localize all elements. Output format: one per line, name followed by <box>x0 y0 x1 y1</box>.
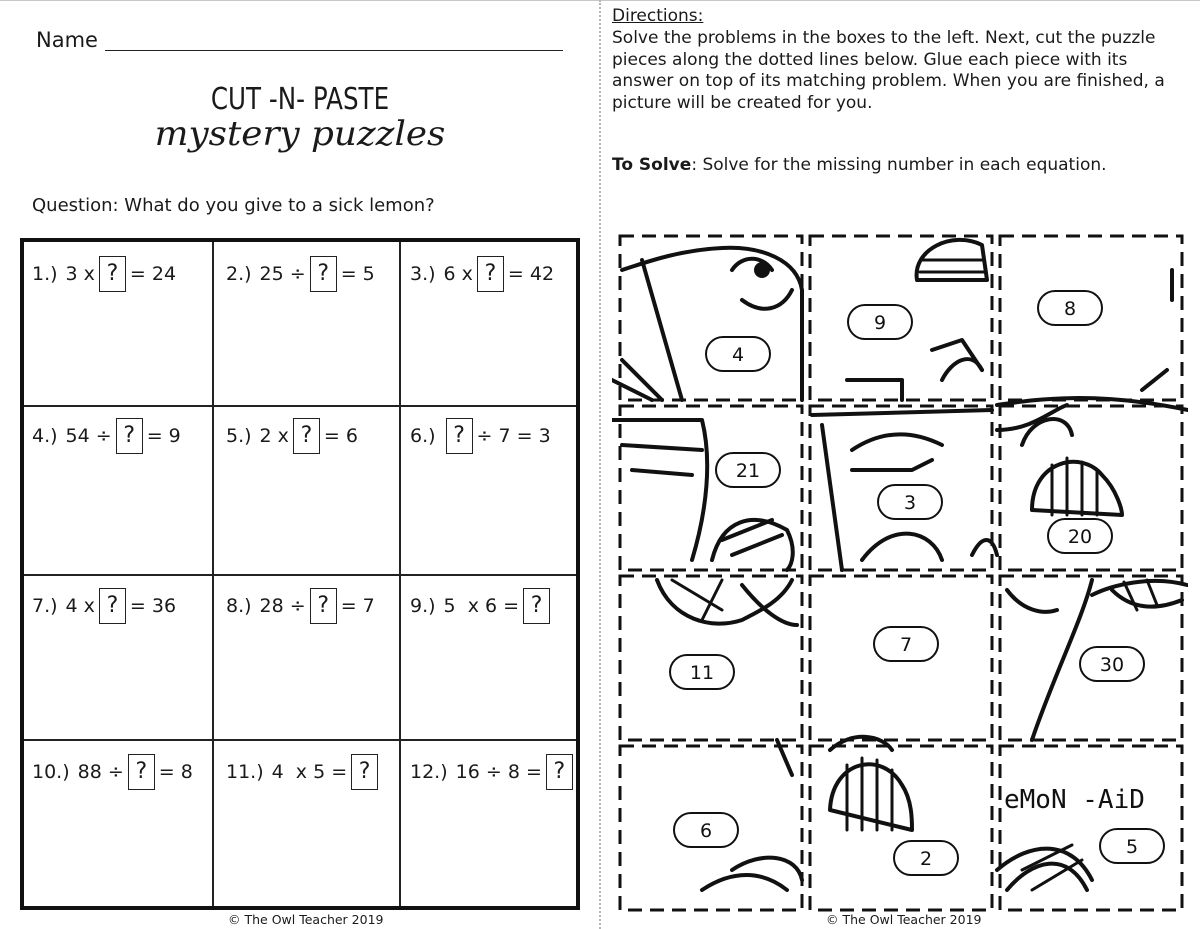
puzzle-piece-4[interactable] <box>716 453 780 487</box>
to-solve-line <box>612 155 1107 175</box>
problem-number: 8.) <box>226 595 252 617</box>
puzzle-piece-11[interactable] <box>894 841 958 875</box>
problem-expression: 54 ÷ <box>65 425 112 447</box>
title-script: mystery puzzles <box>154 114 446 154</box>
answer-label: 3 <box>903 492 917 514</box>
puzzle-piece-9[interactable] <box>1080 647 1144 681</box>
grid-divider <box>24 405 576 407</box>
riddle-question: Question: What do you give to a sick lemon? <box>32 195 435 216</box>
problem-result: = 6 <box>323 425 358 447</box>
problem-result: = 24 <box>129 263 177 285</box>
worksheet-title <box>130 80 470 152</box>
problem-expression: 3 x <box>65 263 95 285</box>
to-solve-text: : Solve for the missing number in each equation. <box>691 155 1107 175</box>
problem-result: = 42 <box>507 263 555 285</box>
problem-5 <box>226 418 358 454</box>
problem-expression: 16 ÷ 8 = <box>455 761 542 783</box>
problem-2 <box>226 256 375 292</box>
problem-expression: 25 ÷ <box>259 263 306 285</box>
answer-box[interactable]: ? <box>293 418 320 454</box>
problem-expression: 2 x <box>259 425 289 447</box>
name-line[interactable] <box>105 50 563 51</box>
problem-1 <box>32 256 176 292</box>
problem-result: ÷ 7 = 3 <box>476 425 551 447</box>
directions-heading: Directions: <box>612 6 704 26</box>
problem-number: 3.) <box>410 263 436 285</box>
answer-box[interactable]: ? <box>446 418 473 454</box>
problem-number: 6.) <box>410 425 436 447</box>
problem-number: 9.) <box>410 595 436 617</box>
answer-box[interactable]: ? <box>477 256 504 292</box>
problem-7 <box>32 588 176 624</box>
problem-result: = 8 <box>158 761 193 783</box>
answer-label: 2 <box>919 848 933 870</box>
answer-box[interactable]: ? <box>351 754 378 790</box>
answer-box[interactable]: ? <box>128 754 155 790</box>
problem-12 <box>410 754 575 790</box>
problem-result: = 7 <box>340 595 375 617</box>
answer-box[interactable]: ? <box>99 256 126 292</box>
answer-box[interactable]: ? <box>546 754 573 790</box>
problem-8 <box>226 588 375 624</box>
answer-label: 30 <box>1099 654 1125 676</box>
problem-grid <box>20 238 580 910</box>
problem-result: = 36 <box>129 595 177 617</box>
answer-box[interactable]: ? <box>310 256 337 292</box>
problem-expression: 5 x 6 = <box>443 595 520 617</box>
puzzle-piece-3[interactable] <box>1038 291 1102 325</box>
directions-text: Solve the problems in the boxes to the left. Next, cut the puzzle pieces along the dotted lines below. Glue each piece with its answer on top of its matching problem. When you are finished, a picture will be created for you. <box>612 28 1165 113</box>
answer-label: 4 <box>731 344 745 366</box>
answer-label: 11 <box>689 662 715 684</box>
puzzle-piece-6[interactable] <box>1048 519 1112 553</box>
title-main: CUT -N- PASTE <box>210 82 390 117</box>
answer-label: 6 <box>699 820 713 842</box>
problem-result: = 9 <box>146 425 181 447</box>
answer-box[interactable]: ? <box>523 588 550 624</box>
problem-expression: 4 x 5 = <box>271 761 348 783</box>
problem-4 <box>32 418 181 454</box>
grid-divider <box>24 739 576 741</box>
problem-3 <box>410 256 554 292</box>
problem-number: 2.) <box>226 263 252 285</box>
answer-box[interactable]: ? <box>116 418 143 454</box>
problem-number: 11.) <box>226 761 264 783</box>
answer-label: 9 <box>873 312 887 334</box>
problem-number: 5.) <box>226 425 252 447</box>
problem-expression: 28 ÷ <box>259 595 306 617</box>
copyright-right: © The Owl Teacher 2019 <box>826 912 982 927</box>
problem-expression: 88 ÷ <box>77 761 124 783</box>
problem-number: 7.) <box>32 595 58 617</box>
answer-box[interactable]: ? <box>99 588 126 624</box>
answer-label: 20 <box>1067 526 1093 548</box>
problem-11 <box>226 754 380 790</box>
puzzle-pieces <box>612 230 1188 912</box>
puzzle-piece-2[interactable] <box>848 305 912 339</box>
problem-10 <box>32 754 193 790</box>
puzzle-piece-7[interactable] <box>670 655 734 689</box>
problem-result: = 5 <box>340 263 375 285</box>
answer-label: 7 <box>899 634 913 656</box>
answer-label: 5 <box>1125 836 1139 858</box>
puzzle-piece-5[interactable] <box>878 485 942 519</box>
problem-9 <box>410 588 552 624</box>
page-divider <box>599 0 601 929</box>
puzzle-piece-1[interactable] <box>706 337 770 371</box>
puzzle-piece-10[interactable] <box>674 813 738 847</box>
problem-expression: 4 x <box>65 595 95 617</box>
name-label: Name <box>36 28 98 52</box>
answer-label: 8 <box>1063 298 1077 320</box>
problem-expression: 6 x <box>443 263 473 285</box>
puzzle-piece-12[interactable] <box>1100 829 1164 863</box>
answer-box[interactable]: ? <box>310 588 337 624</box>
problem-6 <box>410 418 551 454</box>
problem-number: 12.) <box>410 761 448 783</box>
to-solve-label: To Solve <box>612 155 692 175</box>
grid-divider <box>24 574 576 576</box>
answer-label: 21 <box>735 460 761 482</box>
piece-caption: eMoN -AiD <box>1004 785 1145 815</box>
problem-number: 1.) <box>32 263 58 285</box>
problem-number: 4.) <box>32 425 58 447</box>
puzzle-piece-8[interactable] <box>874 627 938 661</box>
copyright-left: © The Owl Teacher 2019 <box>228 912 384 927</box>
problem-number: 10.) <box>32 761 70 783</box>
